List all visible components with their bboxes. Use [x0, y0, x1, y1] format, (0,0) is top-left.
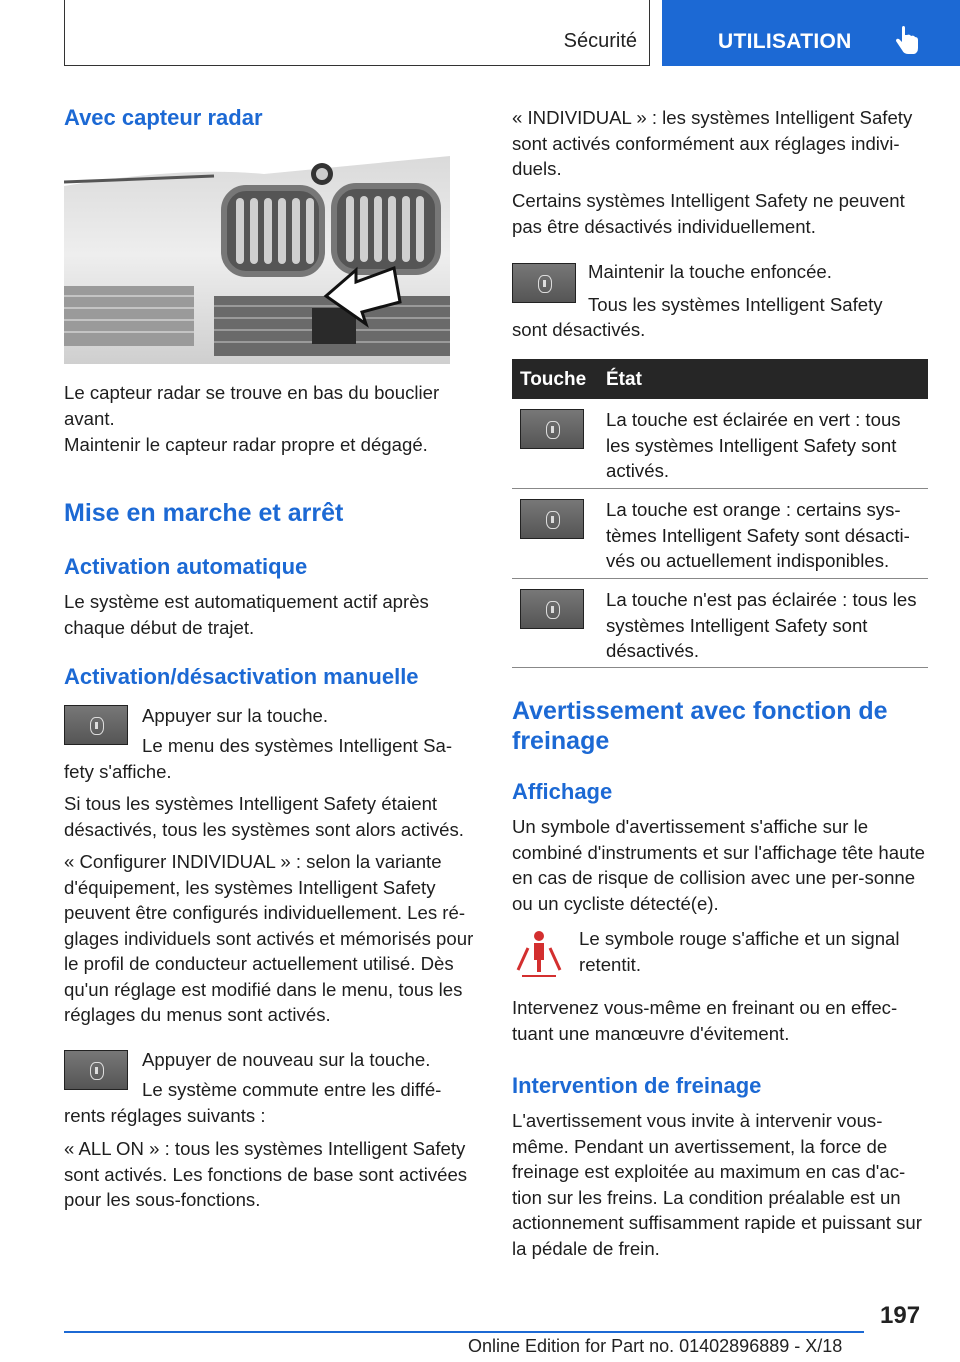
pedestrian-warning-icon: [514, 926, 564, 978]
press-text: Appuyer sur la touche.: [142, 705, 329, 726]
hand-pointer-icon: [894, 26, 920, 56]
intelligent-safety-button-icon: [64, 1050, 128, 1090]
intelligent-safety-button-icon: [64, 705, 128, 745]
button-state-table: [512, 359, 928, 668]
page-number: 197: [880, 1302, 921, 1329]
menu-text: Le menu des systèmes Intelligent Sa-: [142, 735, 453, 756]
press-again-text: Appuyer de nouveau sur la touche.: [142, 1049, 431, 1070]
intelligent-safety-button-icon: [512, 263, 576, 303]
table-row: [512, 489, 928, 579]
switch-text: Le système commute entre les diffé-: [142, 1079, 442, 1100]
heading-display: Affichage: [512, 779, 613, 804]
brake-text: L'avertissement vous invite à intervenir vous-même. Pendant un avertissement, la force de freinage est exploitée au maximum en cas d'ac-tion sur les freins. La condition préalable est un actionnement suffisamment rapide et puissant sur la pédale de frein.: [512, 1110, 922, 1259]
all-deactivated-text: Si tous les systèmes Intelligent Safety étaient désactivés, tous les systèmes sont alors activés.: [64, 793, 464, 840]
heading-radar: Avec capteur radar: [64, 105, 263, 130]
intervene-text: Intervenez vous-même en freinant ou en effec-tuant une manœuvre d'évitement.: [512, 997, 898, 1044]
column-header-state: État: [606, 369, 642, 390]
section-title: Sécurité: [563, 30, 637, 52]
all-on-text: « ALL ON » : tous les systèmes Intelligent Safety sont activés. Les fonctions de base sont activées pour les sous-fonctions.: [64, 1138, 468, 1210]
auto-text: Le système est automatiquement actif après chaque début de trajet.: [64, 591, 429, 638]
state-cell: La touche est éclairée en vert : tous les systèmes Intelligent Safety sont activés.: [606, 409, 901, 481]
intelligent-safety-button-icon: [520, 499, 584, 539]
all-off-text: Tous les systèmes Intelligent Safety: [588, 294, 883, 315]
red-symbol-text: Le symbole rouge s'affiche et un signal retentit.: [579, 928, 900, 975]
individual-text: « INDIVIDUAL » : les systèmes Intelligent Safety sont activés conformément aux réglages indivi-duels.: [512, 107, 913, 179]
hold-text: Maintenir la touche enfoncée.: [588, 261, 832, 282]
chapter-tab-label: UTILISATION: [718, 30, 852, 53]
column-header-button: Touche: [520, 369, 587, 390]
table-row: [512, 399, 928, 489]
heading-on-off: Mise en marche et arrêt: [64, 499, 344, 527]
car-front-radar-image: [64, 146, 450, 364]
radar-clean-text: Maintenir le capteur radar propre et dégagé.: [64, 434, 428, 455]
switch-text-cont: rents réglages suivants :: [64, 1105, 266, 1126]
header-box: [64, 0, 650, 66]
intelligent-safety-button-icon: [520, 409, 584, 449]
heading-warning-braking: Avertissement avec fonction de freinage: [512, 697, 888, 755]
table-row: [512, 579, 928, 668]
certain-systems-text: Certains systèmes Intelligent Safety ne peuvent pas être désactivés individuellement.: [512, 190, 905, 237]
heading-auto: Activation automatique: [64, 554, 308, 579]
menu-text-cont: fety s'affiche.: [64, 761, 172, 782]
configure-individual-text: « Configurer INDIVIDUAL » : selon la variante d'équipement, les systèmes Intelligent Safety peuvent être configurés individuellement. Les ré-glages individuels sont activés et mémorisés pour le profil de conducteur actuellement utilisé. Dès qu'un réglage est modifié dans le menu, tous les réglages du menus sont activés.: [64, 851, 474, 1025]
state-cell: La touche est orange : certains sys-tèmes Intelligent Safety sont désacti-vés ou actuellement indisponibles.: [606, 499, 910, 571]
table-header: [512, 359, 928, 399]
heading-manual: Activation/désactivation manuelle: [64, 664, 419, 689]
all-off-text-cont: sont désactivés.: [512, 319, 646, 340]
intelligent-safety-button-icon: [520, 589, 584, 629]
footer-divider: [64, 1331, 864, 1333]
heading-brake-intervention: Intervention de freinage: [512, 1073, 762, 1098]
footer-edition: Online Edition for Part no. 01402896889 - X/18: [468, 1336, 843, 1356]
radar-location-text: Le capteur radar se trouve en bas du bouclier avant.: [64, 382, 440, 429]
chapter-tab[interactable]: [662, 0, 960, 66]
state-cell: La touche n'est pas éclairée : tous les systèmes Intelligent Safety sont désactivés.: [606, 589, 917, 661]
display-text: Un symbole d'avertissement s'affiche sur le combiné d'instruments et sur l'affichage tête haute en cas de risque de collision avec une per-sonne ou un cycliste détecté(e).: [512, 816, 925, 914]
